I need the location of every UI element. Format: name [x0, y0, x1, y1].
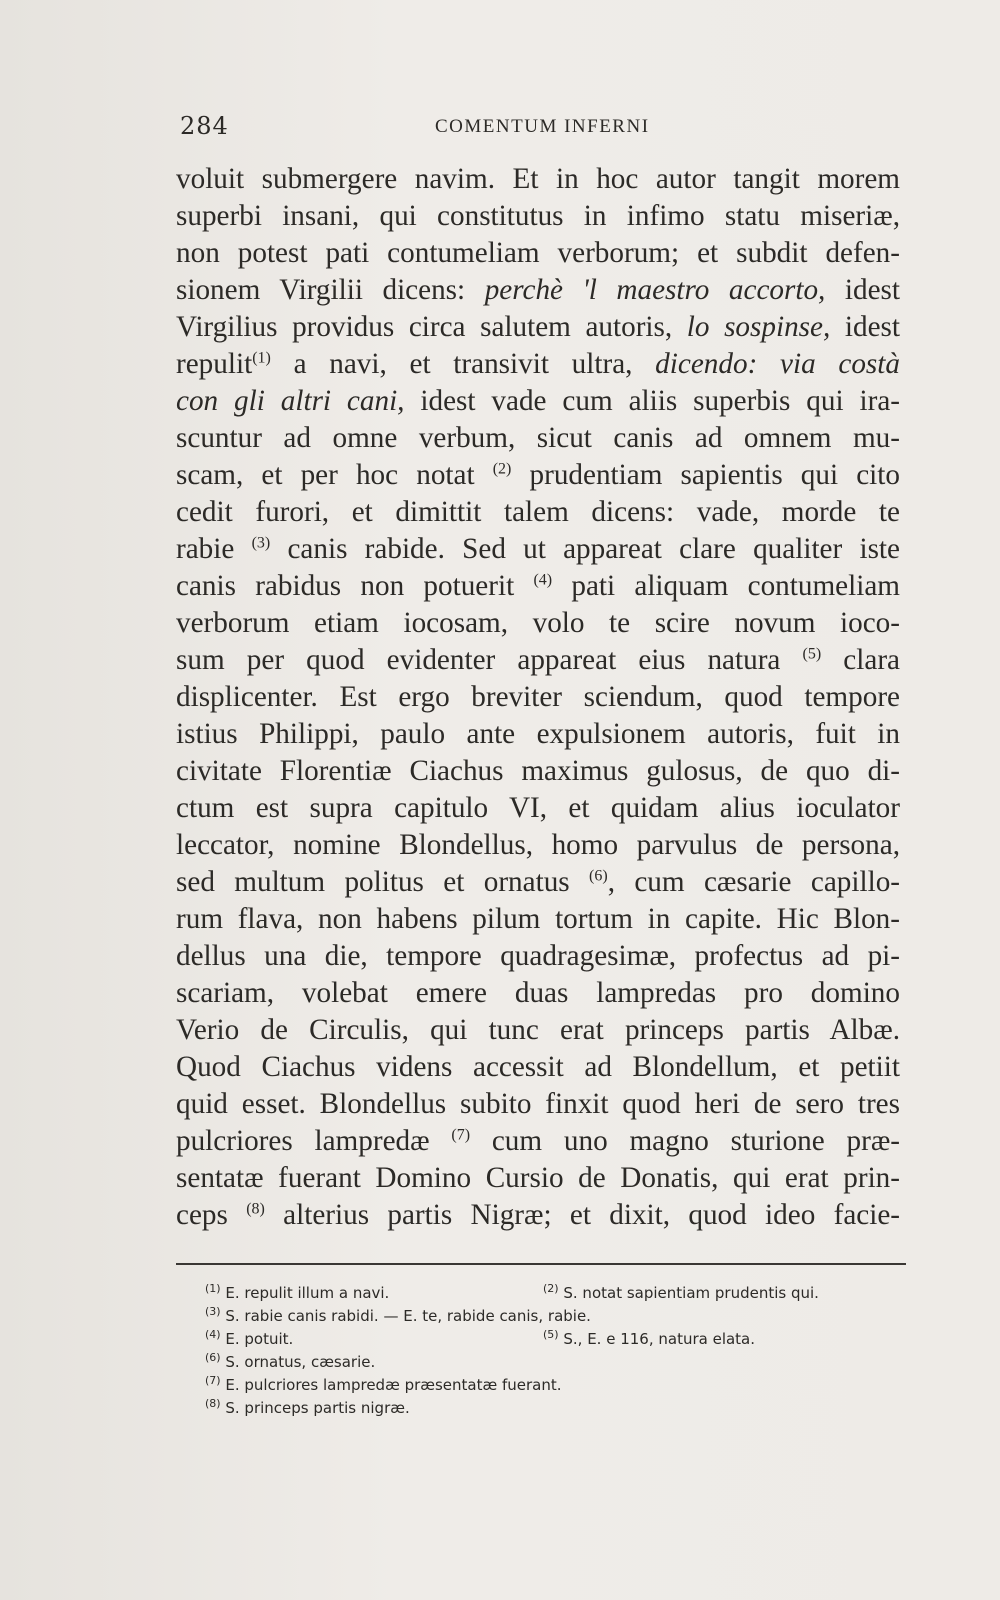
- text-line: non potest pati contumeliam verborum; et subdit defen-: [176, 237, 900, 269]
- text-line: Verio de Circulis, qui tunc erat princeps partis Albæ.: [176, 1014, 900, 1046]
- footnote-row: [205, 1282, 905, 1305]
- footnotes: [205, 1282, 905, 1420]
- footnote-5: $^{(5)}$ S., E. e 116, natura elata.: [543, 1328, 756, 1348]
- main-text: [176, 161, 900, 1234]
- text-line: civitate Florentiæ Ciachus maximus gulosus, de quo di-: [176, 755, 900, 787]
- text-line: displicenter. Est ergo breviter sciendum, quod tempore: [176, 681, 900, 713]
- text-line: superbi insani, qui constitutus in infimo statu miseriæ,: [176, 200, 900, 232]
- footnote-ref: (8): [246, 1200, 265, 1218]
- footnote-ref: (4): [533, 571, 553, 589]
- text-line: Virgilius providus circa salutem autoris, lo sospinse, idest: [176, 311, 900, 343]
- footnote-row: [205, 1305, 905, 1328]
- footnote-8: $^{(8)}$ S. princeps partis nigræ.: [205, 1397, 410, 1417]
- footnote-row: [205, 1397, 905, 1420]
- text-line: rum flava, non habens pilum tortum in capite. Hic Blon-: [176, 903, 900, 935]
- text-line: sum per quod evidenter appareat eius natura $^{(5)}$ clara: [176, 644, 900, 676]
- quotation: lo sospinse,: [686, 311, 831, 343]
- text-line: verborum etiam iocosam, volo te scire novum ioco-: [176, 607, 900, 639]
- text-line: con gli altri cani, idest vade cum aliis superbis qui ira-: [176, 385, 900, 417]
- text-line: scariam, volebat emere duas lampredas pro domino: [176, 977, 900, 1009]
- footnote-ref: (3): [251, 534, 271, 552]
- footnote-7: $^{(7)}$ E. pulcriores lampredæ præsentatæ fuerant.: [205, 1374, 562, 1394]
- text-line: quid esset. Blondellus subito finxit quod heri de sero tres: [176, 1088, 900, 1120]
- footnote-row: [205, 1351, 905, 1374]
- running-title: COMENTUM INFERNI: [435, 116, 650, 137]
- text-line: scam, et per hoc notat $^{(2)}$ prudentiam sapientis qui cito: [176, 459, 900, 491]
- text-line: repulit$^{(1)}$ a navi, et transivit ultra, dicendo: via costà: [176, 348, 900, 380]
- text-line: scuntur ad omne verbum, sicut canis ad omnem mu-: [176, 422, 900, 454]
- quotation: dicendo: via costà: [655, 348, 900, 380]
- quotation: perchè 'l maestro accorto,: [484, 274, 826, 306]
- text-line: rabie $^{(3)}$ canis rabide. Sed ut appareat clare qualiter iste: [176, 533, 900, 565]
- text-line: dellus una die, tempore quadragesimæ, profectus ad pi-: [176, 940, 900, 972]
- text-line: pulcriores lampredæ $^{(7)}$ cum uno magno sturione præ-: [176, 1125, 901, 1157]
- text-line: voluit submergere navim. Et in hoc autor tangit morem: [176, 163, 900, 195]
- text-line: cedit furori, et dimittit talem dicens: vade, morde te: [176, 496, 900, 528]
- footnote-row: [205, 1374, 905, 1397]
- footnote-1: $^{(1)}$ E. repulit illum a navi.: [205, 1282, 390, 1302]
- text-line: sentatæ fuerant Domino Cursio de Donatis, qui erat prin-: [176, 1162, 900, 1194]
- footnote-ref: (1): [252, 349, 271, 367]
- page-header: [180, 112, 900, 152]
- footnote-ref: (7): [451, 1126, 471, 1144]
- footnote-divider: [176, 1263, 906, 1265]
- page-number: 284: [180, 112, 229, 140]
- text-line: sed multum politus et ornatus $^{(6)}$, cum cæsarie capillo-: [176, 866, 901, 898]
- footnote-ref: (2): [492, 460, 512, 478]
- footnote-row: [205, 1328, 905, 1351]
- text-line: sionem Virgilii dicens: perchè 'l maestro accorto, idest: [176, 274, 901, 306]
- text-line: istius Philippi, paulo ante expulsionem autoris, fuit in: [176, 718, 900, 750]
- footnote-ref: (6): [589, 867, 608, 885]
- footnote-ref: (5): [802, 645, 822, 663]
- footnote-3: $^{(3)}$ S. rabie canis rabidi. — E. te, rabide canis, rabie.: [205, 1305, 591, 1325]
- text-line: canis rabidus non potuerit $^{(4)}$ pati aliquam contumeliam: [176, 570, 901, 602]
- quotation: con gli altri cani,: [176, 385, 405, 417]
- footnote-2: $^{(2)}$ S. notat sapientiam prudentis qui.: [543, 1282, 819, 1302]
- text-line: ctum est supra capitulo VI, et quidam alius ioculator: [176, 792, 900, 824]
- text-line: Quod Ciachus videns accessit ad Blondellum, et petiit: [176, 1051, 900, 1083]
- text-line: leccator, nomine Blondellus, homo parvulus de persona,: [176, 829, 900, 861]
- footnote-4: $^{(4)}$ E. potuit.: [205, 1328, 294, 1348]
- text-line: ceps $^{(8)}$ alterius partis Nigræ; et dixit, quod ideo facie-: [176, 1199, 901, 1231]
- footnote-6: $^{(6)}$ S. ornatus, cæsarie.: [205, 1351, 376, 1371]
